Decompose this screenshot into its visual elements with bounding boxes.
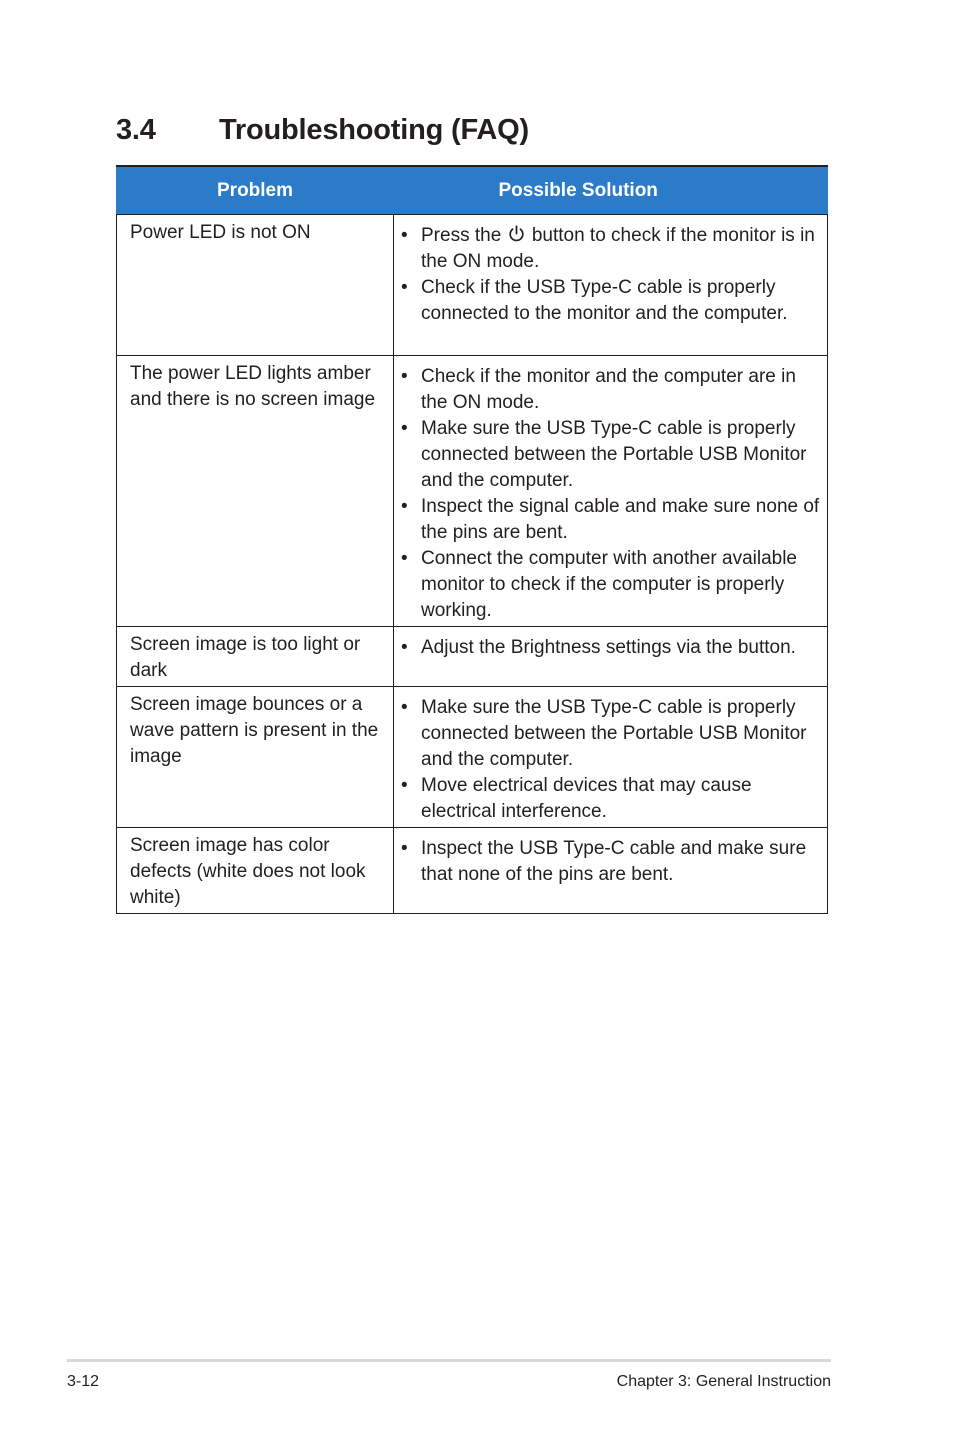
faq-table: [116, 165, 828, 914]
solution-item: [394, 223, 821, 275]
footer-divider: [67, 1359, 831, 1362]
solution-item: • Make sure the USB Type-C cable is properly connected between the Portable USB Monitor and the computer.: [394, 695, 821, 773]
column-header-problem: Problem: [117, 166, 394, 215]
solution-cell: [394, 215, 828, 356]
table-row: [117, 687, 828, 828]
power-icon: [508, 225, 525, 243]
solution-text-before: Press the: [421, 225, 507, 246]
chapter-label: Chapter 3: General Instruction: [616, 1373, 831, 1390]
problem-cell: Screen image is too light or dark: [117, 627, 394, 687]
table-row: [117, 828, 828, 914]
problem-cell: The power LED lights amber and there is no screen image: [117, 356, 394, 627]
solution-item: • Check if the USB Type-C cable is properly connected to the monitor and the computer.: [394, 275, 821, 327]
solution-text-after: button to check if the monitor is in the ON mode.: [421, 225, 815, 272]
solution-item: • Adjust the Brightness settings via the button.: [394, 635, 821, 661]
solution-item: • Inspect the USB Type-C cable and make sure that none of the pins are bent.: [394, 836, 821, 888]
solution-cell: [394, 687, 828, 828]
solution-cell: [394, 627, 828, 687]
table-row: [117, 215, 828, 356]
section-title: Troubleshooting (FAQ): [219, 114, 529, 146]
solution-list: [394, 364, 821, 624]
table-row: [117, 627, 828, 687]
solution-list: [394, 223, 821, 327]
solution-item: • Check if the monitor and the computer are in the ON mode.: [394, 364, 821, 416]
solution-item: • Make sure the USB Type-C cable is properly connected between the Portable USB Monitor and the computer.: [394, 416, 821, 494]
problem-cell: Screen image bounces or a wave pattern is present in the image: [117, 687, 394, 828]
solution-list: [394, 836, 821, 888]
problem-cell: Power LED is not ON: [117, 215, 394, 356]
solution-list: [394, 635, 821, 661]
solution-item: • Connect the computer with another available monitor to check if the computer is properly working.: [394, 546, 821, 624]
solution-cell: [394, 828, 828, 914]
table-row: [117, 356, 828, 627]
solution-item: • Inspect the signal cable and make sure none of the pins are bent.: [394, 494, 821, 546]
column-header-solution: Possible Solution: [394, 166, 828, 215]
solution-list: [394, 695, 821, 825]
solution-item: • Move electrical devices that may cause electrical interference.: [394, 773, 821, 825]
page-number: 3-12: [67, 1373, 100, 1390]
section-number: 3.4: [116, 114, 156, 146]
solution-cell: [394, 356, 828, 627]
table-header-row: [117, 166, 828, 215]
page-title: [116, 114, 529, 147]
problem-cell: Screen image has color defects (white does not look white): [117, 828, 394, 914]
